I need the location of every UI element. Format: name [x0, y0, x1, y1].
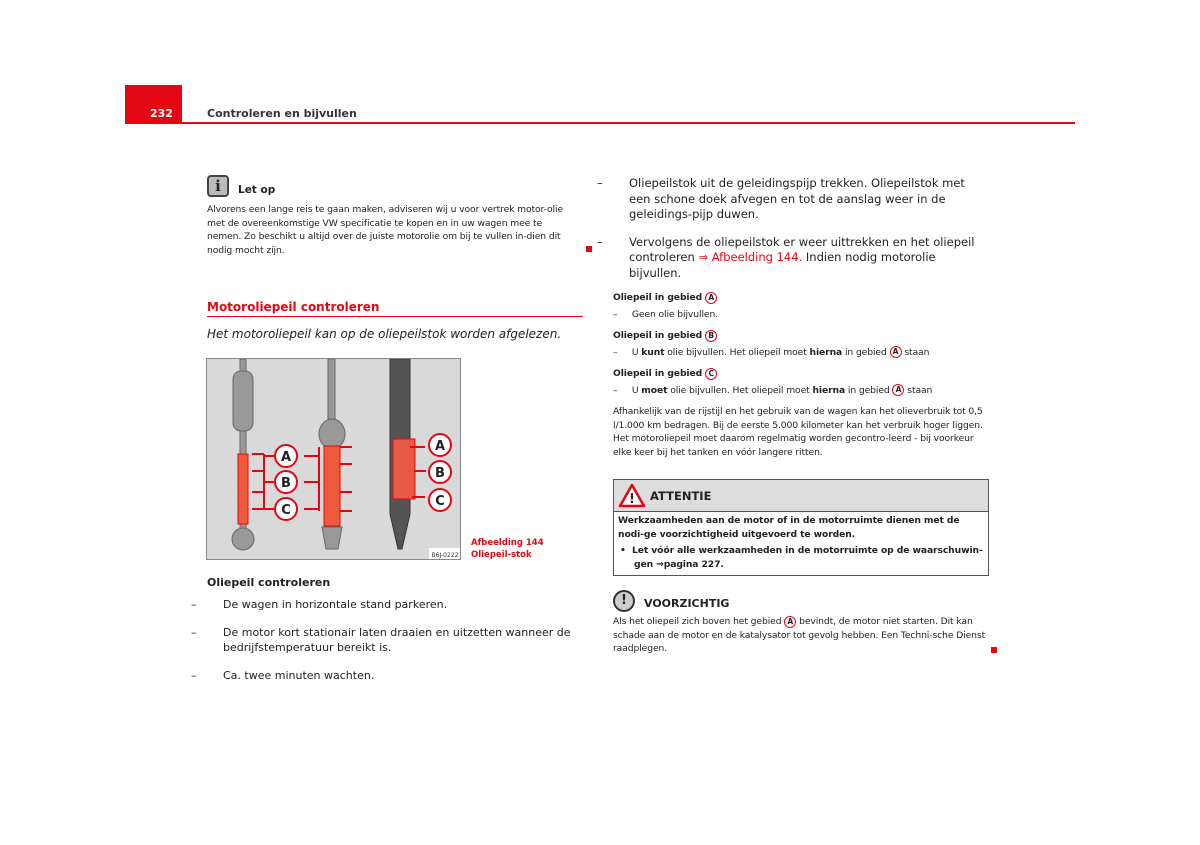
- label-b: B: [281, 476, 291, 491]
- warning-triangle-icon: [618, 483, 646, 508]
- step-item: – De motor kort stationair laten draaien en uitzetten wanneer de bedrijfstemperatuur bereikt is.: [191, 625, 571, 654]
- info-icon: i: [207, 175, 229, 197]
- note-text: Alvorens een lange reis te gaan maken, adviseren wij u voor vertrek motor-olie met de overeenkomstige VW specificatie te kopen en in uw wagen mee te nemen. Zo beschikt u altijd over de juiste motorolie om bij te vullen in-dien dit nodig mocht zijn.: [207, 204, 564, 256]
- svg-text:!: !: [629, 492, 635, 507]
- caution-text: Als het oliepeil zich boven het gebied A bevindt, de motor niet starten. Dit kan schade aan de motor en de katalysator tot gevolg hebben. Een Techni-sche Dienst raadplegen.: [613, 616, 986, 654]
- end-marker: [991, 647, 997, 653]
- warning-title: ATTENTIE: [650, 489, 712, 503]
- figure-link[interactable]: ⇒ Afbeelding 144.: [698, 250, 803, 264]
- note-title: Let op: [238, 184, 276, 196]
- caution-icon: !: [613, 590, 635, 612]
- caution-title: VOORZICHTIG: [644, 597, 730, 610]
- check-steps: [191, 597, 582, 683]
- chapter-title: Controleren en bijvullen: [207, 107, 357, 120]
- dipstick-illustration: [207, 359, 461, 560]
- step-item: – De wagen in horizontale stand parkeren.: [191, 598, 448, 611]
- step-item: – Oliepeilstok uit de geleidingspijp trekken. Oliepeilstok met een schone doek afvegen en tot de aanslag weer in de geleidings-pijp duwen.: [597, 176, 965, 221]
- label-c: C: [435, 494, 445, 509]
- label-b: B: [435, 466, 445, 481]
- consumption-paragraph: Afhankelijk van de rijstijl en het gebruik van de wagen kan het olieverbruik tot 0,5 l/1.000 km bedragen. Bij de eerste 5.000 kilometer kan het verbruik hoger liggen. Het motoroliepeil moet daarom regelmatig worden gecontro-leerd - bij voorkeur elke keer bij het tanken en vóór langere ritten.: [613, 406, 983, 458]
- check-title: Oliepeil controleren: [207, 576, 331, 589]
- figure-caption: Afbeelding 144 Oliepeil-stok: [471, 538, 544, 560]
- header-rule: [125, 122, 1075, 124]
- right-column: – Oliepeilstok uit de geleidingspijp trekken. Oliepeilstok met een schone doek afvegen en tot de aanslag weer in de geleidings-pijp duwen. – Vervolgens de oliepeilstok er weer uittrekken en het oliepeil controleren ⇒ Afbeelding 144. Indien nodig motorolie bijvullen. Oliepeil in gebied A – Geen olie bijvullen. Oliepeil in gebied B – U kunt olie bijvullen. Het oliepeil moet hierna in gebied A staan Oliepeil in gebied C – U moet olie bijvullen. Het oliepeil moet hierna in gebied A staan Afhankelijk van de rijstijl en het gebruik van de wagen kan het olieverbruik tot 0,5 l/1.000 km bedragen. Bij de eerste 5.000 kilometer kan het verbruik hoger liggen. Het motoroliepeil moet daarom regelmatig worden gecontro-leerd - bij voorkeur elke keer bij het tanken en vóór langere ritten.: [613, 176, 988, 459]
- step-item: – Vervolgens de oliepeilstok er weer uittrekken en het oliepeil controleren ⇒ Afbeelding 144. Indien nodig motorolie bijvullen.: [597, 234, 975, 280]
- section-subtitle: Het motoroliepeil kan op de oliepeilstok worden afgelezen.: [207, 327, 562, 341]
- label-a: A: [434, 439, 446, 454]
- section-title: Motoroliepeil controleren: [207, 300, 380, 314]
- dipstick-figure: [206, 358, 461, 560]
- warning-box: [613, 479, 989, 576]
- step-item: – Ca. twee minuten wachten.: [191, 668, 375, 682]
- warning-bullet: • Let vóór alle werkzaamheden in de motorruimte op de waarschuwin-gen ⇒pagina 227.: [620, 545, 983, 570]
- label-c: C: [281, 503, 291, 518]
- page-number: 232: [150, 107, 173, 120]
- warning-text: Werkzaamheden aan de motor of in de motorruimte dienen met de nodi-ge voorzichtigheid uitgevoerd te worden.: [618, 515, 960, 540]
- end-marker: [586, 246, 592, 252]
- section-rule: [207, 316, 583, 317]
- label-a: A: [280, 450, 292, 465]
- figure-code: B6J-0222: [431, 552, 459, 559]
